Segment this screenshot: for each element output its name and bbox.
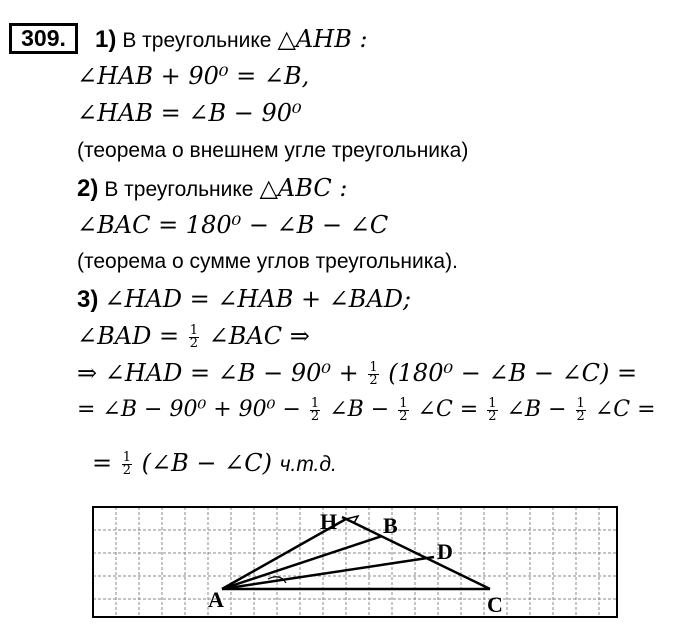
step-2-label: 2) xyxy=(77,175,99,202)
line-12-part-a: = xyxy=(92,449,113,477)
line-11-part-c: ∠C = xyxy=(417,397,479,422)
line-1-text: В треугольнике xyxy=(122,29,272,52)
point-c-label: C xyxy=(487,592,503,617)
line-8 xyxy=(77,284,411,315)
line-9 xyxy=(77,321,310,351)
half-fraction: $\frac{1}{2}$ xyxy=(399,395,408,424)
line-8-math: ∠HAD = ∠HAB + ∠BAD; xyxy=(104,285,412,313)
line-12-part-b: (∠B − ∠C) xyxy=(141,449,272,477)
half-fraction: $\frac{1}{2}$ xyxy=(576,395,585,424)
qed-label: ч.т.д. xyxy=(279,453,337,476)
problem-number: 309. xyxy=(9,23,78,54)
line-4: (теорема о внешнем угле треугольника) xyxy=(77,139,469,162)
line-1-math: △AHB : xyxy=(277,25,368,53)
half-fraction: $\frac{1}{2}$ xyxy=(310,395,320,424)
line-11-part-d: ∠B − xyxy=(506,397,567,422)
line-3: ∠HAB = ∠B − 90⁰ xyxy=(77,99,302,127)
step-3-label: 3) xyxy=(77,286,99,313)
line-5-text: В треугольнике xyxy=(104,178,254,201)
line-10-part-a: ⇒ ∠HAD = ∠B − 90⁰ + xyxy=(77,359,359,387)
half-fraction: $\frac{1}{2}$ xyxy=(488,395,497,424)
line-6: ∠BAC = 180⁰ − ∠B − ∠C xyxy=(77,211,389,239)
line-10 xyxy=(77,358,637,388)
line-9-part-a: ∠BAD = xyxy=(77,322,180,350)
triangle-figure xyxy=(90,503,620,621)
line-11-part-a: = ∠B − 90⁰ + 90⁰ − xyxy=(77,397,301,422)
half-fraction: $\frac{1}{2}$ xyxy=(189,323,198,351)
half-fraction: $\frac{1}{2}$ xyxy=(369,360,378,388)
line-1 xyxy=(95,24,368,56)
line-7: (теорема о сумме углов треугольника). xyxy=(77,250,458,273)
line-12 xyxy=(92,448,337,480)
line-11 xyxy=(77,395,656,425)
line-10-part-b: (180⁰ − ∠B − ∠C) = xyxy=(388,359,638,387)
point-a-label: A xyxy=(208,587,224,612)
point-b-label: B xyxy=(383,513,398,538)
line-11-part-b: ∠B − xyxy=(329,397,390,422)
point-d-label: D xyxy=(437,539,453,564)
line-11-part-e: ∠C = xyxy=(594,397,656,422)
line-9-part-b: ∠BAC ⇒ xyxy=(208,322,310,350)
step-1-label: 1) xyxy=(95,26,117,53)
half-fraction: $\frac{1}{2}$ xyxy=(122,450,132,478)
line-5-math: △ABC : xyxy=(259,174,348,202)
line-2: ∠HAB + 90⁰ = ∠B, xyxy=(77,62,310,90)
point-h-label: H xyxy=(320,509,338,534)
line-5 xyxy=(77,173,347,205)
